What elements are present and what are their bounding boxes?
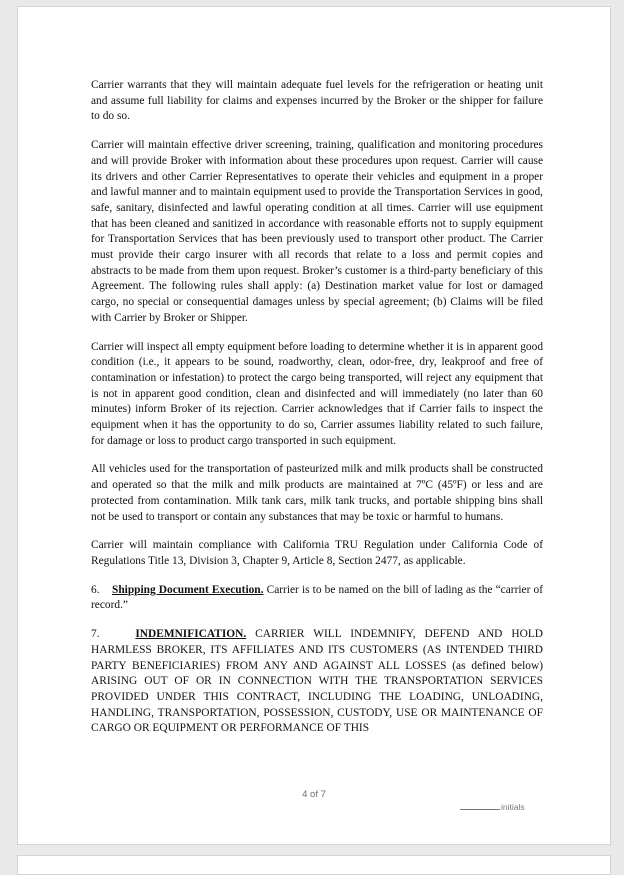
document-page bbox=[17, 6, 611, 845]
paragraph-fuel: Carrier warrants that they will maintain adequate fuel levels for the refrigeration or heating unit and assume full liability for claims and expenses incurred by the Broker or the shipper for failure to do so. bbox=[91, 79, 543, 123]
section-7-heading: INDEMNIFICATION. bbox=[135, 628, 247, 641]
page-body bbox=[91, 78, 543, 750]
paragraph-tru-compliance: Carrier will maintain compliance with California TRU Regulation under California Code of Regulations Title 13, Division 3, Chapter 9, Article 8, Section 2477, as applicable. bbox=[91, 539, 543, 567]
page-number: 4 of 7 bbox=[302, 789, 326, 800]
paragraph-milk-transport: All vehicles used for the transportation of pasteurized milk and milk products shall be constructed and operated so that the milk and milk products are maintained at 7ºC (45ºF) or less and are protected from contamination. Milk tank cars, milk tank trucks, and portable shipping bins shall not be used to transport or contain any substances that may be toxic or harmful to humans. bbox=[91, 463, 543, 523]
section-6-heading: Shipping Document Execution. bbox=[112, 583, 264, 596]
paragraph-driver-screening: Carrier will maintain effective driver screening, training, qualification and monitoring procedures and will provide Broker with information about these procedures upon request. Carrier will cause its drivers and other Carrier Representatives to operate their vehicles and equipment in a proper and lawful manner and to maintain equipment used to provide the Transportation Services in good, safe, sanitary, disinfected and lawful operating condition at all times. Carrier will use equipment that has been cleaned and sanitized in accordance with reasonable efforts not to supply equipment for Transportation Services that has been previously used to transport other product. The Carrier must provide their cargo insurer with all records that relate to a loss and permit copies and abstracts to be made from them upon request. Broker’s customer is a third-party beneficiary of this Agreement. The following rules shall apply: (a) Destination market value for lost or damaged cargo, no special or consequential damages unless by special agreement; (b) Claims will be filed with Carrier by Broker or Shipper. bbox=[91, 139, 543, 324]
section-7 bbox=[91, 627, 543, 737]
section-7-number: 7. bbox=[91, 628, 100, 641]
next-page-edge bbox=[17, 855, 611, 875]
section-6-number: 6. bbox=[91, 583, 100, 596]
initials-field bbox=[460, 802, 525, 812]
initials-line bbox=[460, 809, 500, 810]
section-6-text: Carrier is to be named on the bill of lading as the “carrier of record.” bbox=[91, 583, 543, 612]
paragraph-equipment-inspection: Carrier will inspect all empty equipment before loading to determine whether it is in apparent good condition (i.e., it appears to be sound, roadworthy, clean, odor-free, dry, leakproof and free of contamination or infestation) to protect the cargo being transported, will reject any equipment that is not in apparent good condition, clean and disinfected and will immediately (no later than 60 minutes) inform Broker of its rejection. Carrier acknowledges that if Carrier fails to inspect the equipment when it has the opportunity to do so, Carrier assumes liability related to such failure, for damage or loss to product cargo transported in such equipment. bbox=[91, 340, 544, 447]
initials-label: initials bbox=[501, 802, 525, 812]
section-7-text: CARRIER WILL INDEMNIFY, DEFEND AND HOLD HARMLESS BROKER, ITS AFFILIATES AND ITS CUSTOMERS (AS INTENDED THIRD PARTY BENEFICIARIES) FROM ANY AND AGAINST ALL LOSSES (as defined below) ARISING OUT OF OR IN CONNECTION WITH THE TRANSPORTATION SERVICES PROVIDED UNDER THIS CONTRACT, INCLUDING THE LOADING, UNLOADING, HANDLING, TRANSPORTATION, POSSESSION, CUSTODY, USE OR MAINTENANCE OF CARGO OR EQUIPMENT OR PERFORMANCE OF THIS bbox=[91, 628, 543, 735]
section-6 bbox=[91, 583, 543, 614]
